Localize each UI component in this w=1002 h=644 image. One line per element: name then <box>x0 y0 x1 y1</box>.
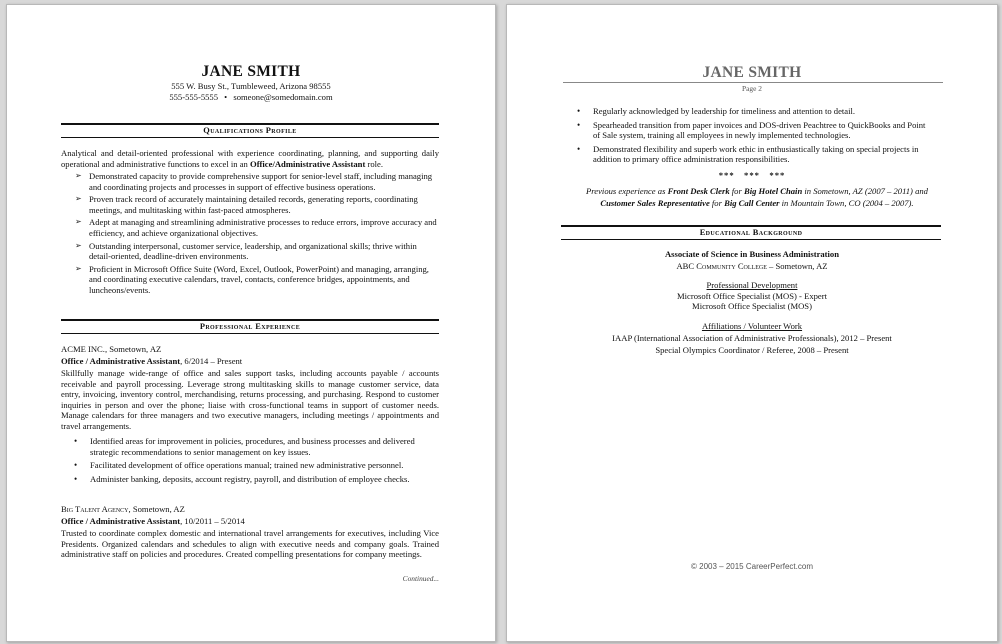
bullet-text: Proficient in Microsoft Office Suite (Word, Excel, Outlook, PowerPoint) and managing, arranging, and coordinating executive calendars, travel, contacts, conference bridges, appointments, and luncheons/events. <box>89 263 429 295</box>
bullet-icon: • <box>577 119 581 130</box>
company-name: ACME INC. <box>61 344 105 354</box>
bullet-icon: • <box>74 473 78 484</box>
company-name: Big Talent Agency <box>61 504 129 514</box>
candidate-name: JANE SMITH <box>702 64 802 81</box>
bullet-icon: • <box>577 106 581 116</box>
bullet-text: Demonstrated flexibility and superb work ethic in enthusiastically taking on special projects in addition to primary office administration responsibilities. <box>593 143 919 165</box>
job-1-description: Skillfully manage wide-range of office and sales support tasks, including accounts payable / accounts receivable and payroll processing. Leverage strong multitasking skills to manage customer service, data entry, invoicing, inventory control, merchandising, returns processing, and purchasing. Respond to customer inquiries in person and over the phone; liaise with cross-functional teams in support of customer needs. Manage calendars for three managers and two executive managers, including meetings / appointments and travel arrangements. <box>61 368 439 431</box>
phone: 555-555-5555 <box>169 92 219 102</box>
prev-employer: Big Hotel Chain <box>743 186 803 196</box>
experience-heading: Professional Experience <box>61 319 439 334</box>
list-item <box>577 119 933 141</box>
job-2-title-line <box>61 516 439 527</box>
bullet-text: Adept at managing and streamlining administrative processes to reduce errors, improve accuracy and efficiency, and achieve organizational objectives. <box>89 217 437 238</box>
summary-end: role. <box>365 158 383 169</box>
bullet-text: Outstanding interpersonal, customer service, leadership, and organizational skills; thrive within detail-oriented, deadline-driven environments. <box>89 240 417 262</box>
continued-achievements <box>577 106 933 168</box>
header-rule <box>563 82 943 83</box>
company-location: , Sometown, AZ <box>104 344 162 354</box>
job-1-achievements <box>74 436 428 487</box>
qualifications-summary <box>61 148 439 169</box>
arrow-bullet-icon: ➢ <box>75 171 82 180</box>
separator: • <box>224 92 228 102</box>
resume-page-1 <box>6 4 496 642</box>
prev-text: in Mountain Town, CO (2004 – 2007). <box>779 198 914 208</box>
arrow-bullet-icon: ➢ <box>75 217 82 227</box>
arrow-bullet-icon: ➢ <box>75 240 82 250</box>
list-item <box>75 240 439 262</box>
prev-text: Previous experience as <box>586 186 668 196</box>
page-number: Page 2 <box>742 84 762 93</box>
school-location: – Sometown, AZ <box>766 261 828 271</box>
affiliations-heading: Affiliations / Volunteer Work <box>701 321 803 331</box>
bullet-text: Regularly acknowledged by leadership for timeliness and attention to detail. <box>593 106 856 116</box>
bullet-text: Administer banking, deposits, account registry, payroll, and distribution of employee checks. <box>90 473 410 484</box>
job-2-description: Trusted to coordinate complex domestic and international travel arrangements for executives, including Vice Presidents. Organized calendars and schedules to align with executive needs and company goals. Trained administrative staff on policies and procedures. Created compelling presentations for company meetings. <box>61 528 439 560</box>
copyright-footer: © 2003 – 2015 CareerPerfect.com <box>691 562 813 571</box>
arrow-bullet-icon: ➢ <box>75 194 82 204</box>
certification-item: Microsoft Office Specialist (MOS) <box>692 301 812 311</box>
list-item <box>75 194 439 215</box>
prev-text: for <box>729 186 744 196</box>
section-divider-stars: *** *** *** <box>718 170 786 180</box>
resume-page-2 <box>506 4 998 642</box>
list-item <box>74 436 428 457</box>
job-title: Office / Administrative Assistant <box>61 516 181 526</box>
prev-text: in Sometown, AZ (2007 – 2011) and <box>802 186 928 196</box>
prev-employer: Big Call Center <box>724 198 780 208</box>
list-item <box>75 263 439 296</box>
bullet-text: Proven track record of accurately maintaining detailed records, generating reports, coordinating meetings, and multitasking within fast-paced atmospheres. <box>89 194 418 215</box>
job-title: Office / Administrative Assistant <box>61 356 181 366</box>
bullet-text: Demonstrated capacity to provide comprehensive support for senior-level staff, including managing and coordinating projects and processes in support of effective business operations. <box>89 171 433 192</box>
education-heading: Educational Background <box>561 225 941 240</box>
bullet-icon: • <box>74 460 78 471</box>
previous-experience-line-1 <box>547 186 967 197</box>
summary-text: Analytical and detail-oriented professional with experience coordinating, planning, and supporting daily operational and administrative functions to excel in an <box>61 148 439 169</box>
prev-role: Front Desk Clerk <box>667 186 730 196</box>
job-dates: , 6/2014 – Present <box>180 356 243 366</box>
email: someone@somedomain.com <box>233 92 333 102</box>
bullet-text: Identified areas for improvement in policies, procedures, and business processes and delivered strategic recommendations to senior management on key issues. <box>90 436 415 457</box>
bullet-icon: • <box>577 143 581 154</box>
list-item <box>74 460 428 471</box>
bullet-icon: • <box>74 436 78 446</box>
company-location: , Sometown, AZ <box>128 504 185 514</box>
school-name: ABC Community College <box>676 261 767 271</box>
list-item <box>577 106 933 117</box>
address: 555 W. Busy St., Tumbleweed, Arizona 98555 <box>171 81 331 91</box>
degree: Associate of Science in Business Administration <box>664 249 840 259</box>
job-2-company-line <box>61 504 439 515</box>
list-item <box>74 473 428 485</box>
affiliation-item: IAAP (International Association of Administrative Professionals), 2012 – Present <box>612 333 892 343</box>
job-dates: , 10/2011 – 5/2014 <box>180 516 245 526</box>
list-item <box>577 143 933 165</box>
job-1-title-line <box>61 356 439 367</box>
certification-item: Microsoft Office Specialist (MOS) - Expert <box>677 291 827 301</box>
continued-note: Continued... <box>402 574 439 583</box>
qualifications-heading: Qualifications Profile <box>61 123 439 138</box>
arrow-bullet-icon: ➢ <box>75 263 82 273</box>
affiliation-item: Special Olympics Coordinator / Referee, 2008 – Present <box>655 345 849 355</box>
summary-role: Office/Administrative Assistant <box>250 158 366 169</box>
qualifications-list <box>75 171 439 298</box>
previous-experience-line-2 <box>547 198 967 209</box>
bullet-text: Spearheaded transition from paper invoices and DOS-driven Peachtree to QuickBooks and Point of Sale system, training all employees in newly implemented technologies. <box>593 119 926 141</box>
professional-development-heading: Professional Development <box>706 280 798 290</box>
contact-line <box>7 92 495 103</box>
list-item <box>75 217 439 238</box>
prev-role: Customer Sales Representative <box>600 198 710 208</box>
candidate-name: JANE SMITH <box>201 63 301 80</box>
list-item <box>75 171 439 192</box>
school-line <box>507 261 997 272</box>
prev-text: for <box>709 198 725 208</box>
job-1-company-line <box>61 344 439 355</box>
bullet-text: Facilitated development of office operations manual; trained new administrative personnel. <box>90 460 404 471</box>
